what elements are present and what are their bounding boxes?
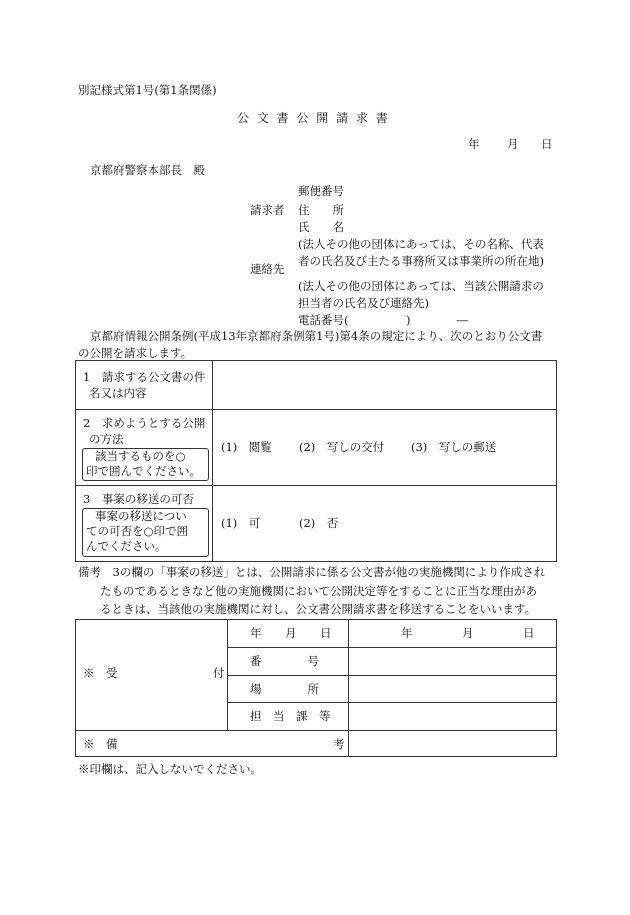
reception-date-day: 日: [320, 626, 332, 640]
option-copy-delivery[interactable]: (2) 写しの交付: [299, 440, 385, 454]
row3-hint-1: 事案の移送につい: [95, 509, 187, 523]
postal-code-label: 郵便番号: [298, 184, 344, 198]
row3-label: 3 事案の移送の可否: [83, 492, 194, 506]
requester-label: 請求者: [250, 203, 285, 217]
contact-note-2: 担当者の氏名及び連絡先): [298, 296, 429, 310]
date-year: 年: [468, 137, 480, 151]
row2-hint-2: 印で囲んでください。: [86, 464, 201, 478]
phone-label: 電話番号( ) ―: [298, 313, 468, 327]
row2-hint-1: 該当するものを○: [95, 449, 186, 463]
reception-number-label: 番 号: [250, 654, 319, 668]
address-label: 住 所: [298, 203, 344, 217]
contact-label: 連絡先: [250, 262, 285, 276]
remarks-line-1: 備考 3の欄の「事案の移送」とは、公開請求に係る公文書が他の実施機関により作成され: [78, 565, 546, 579]
row3-hint-2: ての可否を○印で囲: [86, 524, 189, 538]
reception-date2-day: 日: [523, 626, 535, 640]
reception-date-year: 年: [250, 626, 262, 640]
option-transfer-no[interactable]: (2) 否: [299, 516, 339, 530]
reception-dept-label: 担 当 課 等: [250, 709, 331, 723]
option-copy-mail[interactable]: (3) 写しの郵送: [411, 440, 497, 454]
notes-label: ※ 備: [83, 737, 118, 751]
option-view[interactable]: (1) 閲覧: [221, 440, 272, 454]
row1-value[interactable]: [214, 362, 555, 407]
reception-date-month: 月: [285, 626, 297, 640]
reception-label: ※ 受: [83, 666, 118, 680]
row2-label-2: の方法: [89, 432, 124, 446]
form-id: 別記様式第1号(第1条関係): [78, 83, 217, 97]
remarks-line-2: たものであるときなど他の実施機関において公開決定等をすることに正当な理由があ: [100, 584, 537, 598]
notes-label-end: 考: [333, 737, 345, 751]
contact-note-1: (法人その他の団体にあっては、当該公開請求の: [298, 279, 544, 293]
org-note-1: (法人その他の団体にあっては、その名称、代表: [298, 237, 544, 251]
row1-label-1: 1 請求する公文書の件: [83, 370, 206, 384]
reception-place-label: 場 所: [250, 682, 319, 696]
intro-line-2: の公開を請求します。: [78, 346, 193, 360]
org-note-2: 者の氏名及び主たる事務所又は事業所の所在地): [298, 254, 544, 268]
reception-date2-month: 月: [462, 626, 474, 640]
name-label: 氏 名: [298, 220, 344, 234]
date-month: 月: [507, 137, 519, 151]
page-title: 公 文 書 公 開 請 求 書: [237, 111, 390, 125]
addressee: 京都府警察本部長 殿: [90, 163, 205, 177]
reception-date2-year: 年: [401, 626, 413, 640]
footer-note: ※印欄は、記入しないでください。: [78, 762, 262, 776]
remarks-line-3: るときは、当該他の実施機関に対し、公文書公開請求書を移送することをいいます。: [100, 602, 537, 616]
intro-line-1: 京都府情報公開条例(平成13年京都府条例第1号)第4条の規定により、次のとおり公文書: [90, 329, 543, 343]
row1-label-2: 名又は内容: [89, 386, 147, 400]
row3-hint-3: んでください。: [86, 539, 167, 553]
row2-label-1: 2 求めようとする公開: [83, 416, 206, 430]
date-day: 日: [541, 137, 553, 151]
option-transfer-yes[interactable]: (1) 可: [221, 516, 261, 530]
reception-label-end: 付: [213, 666, 225, 680]
